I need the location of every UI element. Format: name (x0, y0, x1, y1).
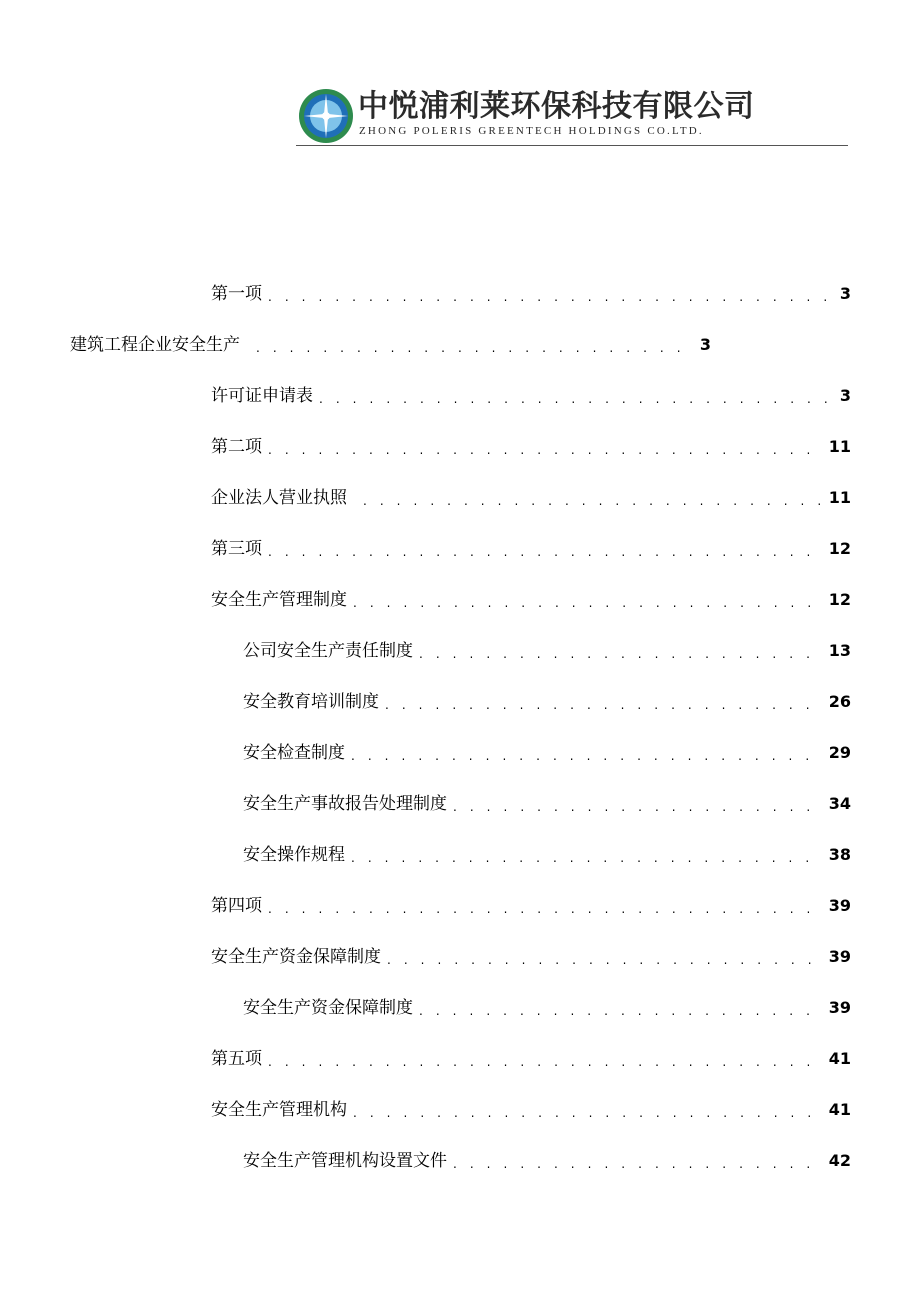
toc-entry[interactable] (243, 996, 851, 1020)
toc-entry-label: 安全检查制度 (243, 743, 345, 763)
toc-dot-leader (268, 1053, 821, 1071)
toc-entry-page: 3 (699, 335, 711, 354)
toc-entry[interactable] (211, 945, 851, 969)
toc-entry-page: 11 (828, 488, 851, 507)
toc-dot-leader (268, 900, 821, 918)
toc-entry[interactable] (70, 333, 711, 357)
toc-entry-label: 安全生产资金保障制度 (211, 947, 381, 967)
toc-dot-leader (268, 288, 832, 306)
toc-entry-page: 38 (828, 845, 851, 864)
toc-entry-page: 42 (828, 1151, 851, 1170)
toc-entry[interactable] (211, 486, 851, 510)
company-name-en: ZHONG POLERIS GREENTECH HOLDINGS CO.LTD. (359, 125, 704, 137)
toc-entry-label: 第五项 (211, 1049, 262, 1069)
toc-dot-leader (353, 1104, 821, 1122)
toc-entry-label: 安全生产事故报告处理制度 (243, 794, 447, 814)
toc-entry-page: 26 (828, 692, 851, 711)
toc-dot-leader (351, 747, 821, 765)
toc-entry[interactable] (243, 843, 851, 867)
toc-entry[interactable] (211, 282, 851, 306)
toc-entry-label: 安全生产管理机构 (211, 1100, 347, 1120)
toc-entry-label: 建筑工程企业安全生产 (70, 335, 240, 355)
toc-dot-leader (385, 696, 821, 714)
toc-entry-label: 安全生产资金保障制度 (243, 998, 413, 1018)
toc-entry[interactable] (211, 588, 851, 612)
toc-entry[interactable] (211, 435, 851, 459)
toc-entry[interactable] (243, 1149, 851, 1173)
toc-entry-page: 39 (828, 947, 851, 966)
toc-entry-label: 第一项 (211, 284, 262, 304)
toc-entry[interactable] (211, 384, 851, 408)
toc-entry-label: 第三项 (211, 539, 262, 559)
document-header (296, 86, 848, 150)
toc-entry-label: 安全生产管理机构设置文件 (243, 1151, 447, 1171)
toc-dot-leader (268, 441, 821, 459)
toc-dot-leader (387, 951, 821, 969)
toc-dot-leader (363, 492, 821, 510)
toc-entry-label: 许可证申请表 (211, 386, 313, 406)
toc-entry[interactable] (243, 639, 851, 663)
toc-entry[interactable] (211, 894, 851, 918)
toc-entry-page: 3 (839, 386, 851, 405)
toc-entry-page: 39 (828, 998, 851, 1017)
toc-dot-leader (268, 543, 821, 561)
toc-entry-page: 12 (828, 539, 851, 558)
toc-entry-label: 安全生产管理制度 (211, 590, 347, 610)
toc-entry-page: 13 (828, 641, 851, 660)
toc-dot-leader (419, 645, 821, 663)
toc-entry[interactable] (211, 1098, 851, 1122)
toc-entry-page: 39 (828, 896, 851, 915)
toc-entry-label: 安全教育培训制度 (243, 692, 379, 712)
toc-entry-label: 第四项 (211, 896, 262, 916)
header-divider (296, 145, 848, 146)
toc-entry[interactable] (211, 537, 851, 561)
toc-dot-leader (453, 1155, 821, 1173)
toc-dot-leader (353, 594, 821, 612)
toc-entry-page: 3 (839, 284, 851, 303)
toc-entry[interactable] (243, 690, 851, 714)
toc-entry-label: 安全操作规程 (243, 845, 345, 865)
toc-dot-leader (351, 849, 821, 867)
toc-dot-leader (319, 390, 832, 408)
toc-entry[interactable] (211, 1047, 851, 1071)
toc-entry-page: 34 (828, 794, 851, 813)
toc-entry[interactable] (243, 792, 851, 816)
toc-entry-page: 29 (828, 743, 851, 762)
toc-dot-leader (256, 339, 692, 357)
company-logo-icon (298, 88, 354, 144)
toc-dot-leader (419, 1002, 821, 1020)
toc-entry-label: 企业法人营业执照 (211, 488, 347, 508)
toc-entry-page: 41 (828, 1049, 851, 1068)
toc-entry-label: 第二项 (211, 437, 262, 457)
toc-entry-page: 12 (828, 590, 851, 609)
company-name-cn: 中悦浦利莱环保科技有限公司 (358, 89, 755, 124)
toc-entry-page: 11 (828, 437, 851, 456)
toc-dot-leader (453, 798, 821, 816)
toc-entry-label: 公司安全生产责任制度 (243, 641, 413, 661)
toc-entry[interactable] (243, 741, 851, 765)
toc-entry-page: 41 (828, 1100, 851, 1119)
